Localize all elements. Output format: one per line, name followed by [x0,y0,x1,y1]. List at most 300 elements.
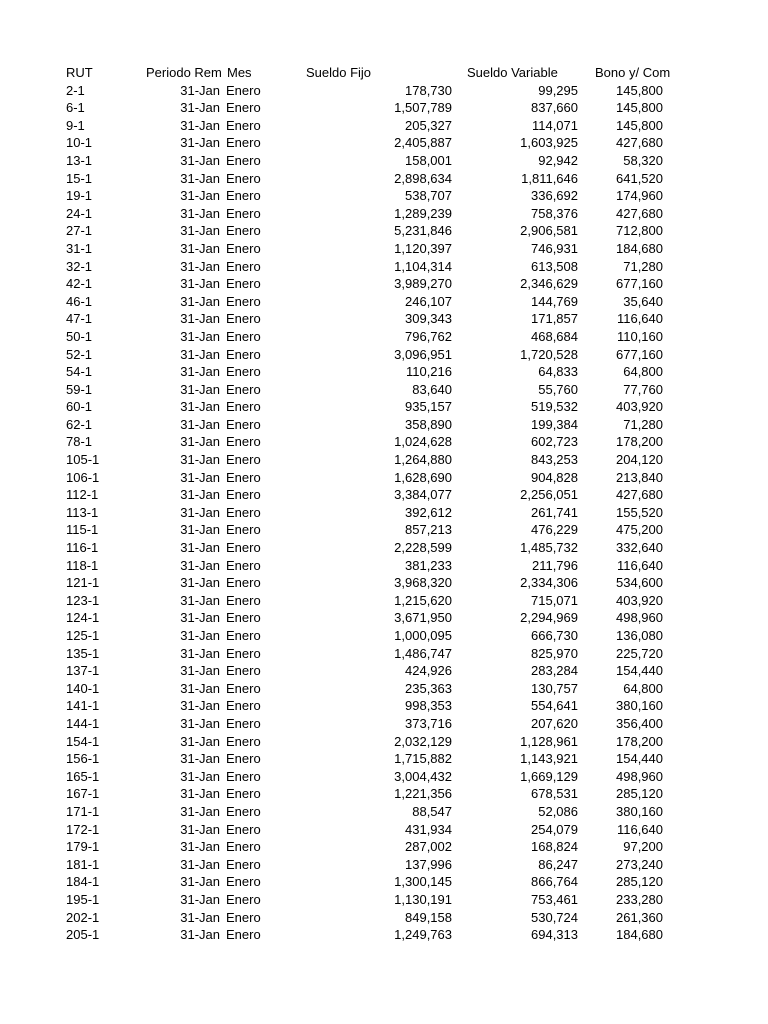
table-row [0,187,768,205]
cell-bono: 71,280 [623,258,663,274]
cell-rut: 135-1 [66,645,100,661]
cell-bono: 712,800 [616,223,663,239]
cell-sueldo-fijo: 1,486,747 [394,645,452,661]
cell-sueldo-fijo: 935,157 [405,399,452,415]
cell-rut: 112-1 [66,487,99,503]
cell-rut: 202-1 [66,909,100,925]
cell-sueldo-variable: 2,294,969 [520,610,578,626]
cell-mes: Enero [226,82,261,98]
cell-rut: 181-1 [66,856,100,872]
table-row [0,821,768,839]
cell-periodo: 31-Jan [180,469,220,485]
cell-periodo: 31-Jan [180,452,220,468]
cell-rut: 141-1 [66,698,100,714]
cell-rut: 2-1 [66,82,85,98]
cell-sueldo-fijo: 1,507,789 [394,100,452,116]
cell-bono: 233,280 [616,891,663,907]
cell-sueldo-variable: 843,253 [531,452,578,468]
cell-bono: 498,960 [616,610,663,626]
cell-mes: Enero [226,381,261,397]
cell-sueldo-variable: 99,295 [538,82,578,98]
cell-bono: 356,400 [616,715,663,731]
cell-sueldo-fijo: 3,989,270 [394,276,452,292]
cell-mes: Enero [226,856,261,872]
cell-sueldo-variable: 64,833 [538,364,578,380]
cell-periodo: 31-Jan [180,522,220,538]
cell-sueldo-variable: 2,346,629 [520,276,578,292]
cell-periodo: 31-Jan [180,416,220,432]
table-row [0,680,768,698]
cell-sueldo-fijo: 1,221,356 [394,786,452,802]
cell-bono: 332,640 [616,540,663,556]
table-row [0,768,768,786]
cell-periodo: 31-Jan [180,152,220,168]
cell-mes: Enero [226,223,261,239]
cell-rut: 6-1 [66,100,85,116]
cell-bono: 154,440 [616,663,663,679]
cell-sueldo-fijo: 1,289,239 [394,205,452,221]
table-row [0,627,768,645]
table-row [0,117,768,135]
cell-sueldo-variable: 468,684 [531,328,578,344]
cell-sueldo-fijo: 3,384,077 [394,487,452,503]
cell-mes: Enero [226,874,261,890]
cell-periodo: 31-Jan [180,768,220,784]
cell-sueldo-fijo: 246,107 [405,293,452,309]
cell-bono: 145,800 [616,82,663,98]
cell-bono: 184,680 [616,927,663,943]
cell-mes: Enero [226,786,261,802]
cell-mes: Enero [226,452,261,468]
salary-table [0,64,768,944]
cell-sueldo-variable: 530,724 [531,909,578,925]
cell-mes: Enero [226,839,261,855]
cell-sueldo-fijo: 1,300,145 [394,874,452,890]
cell-periodo: 31-Jan [180,399,220,415]
cell-rut: 42-1 [66,276,93,292]
cell-sueldo-fijo: 83,640 [412,381,452,397]
cell-mes: Enero [226,592,261,608]
cell-sueldo-fijo: 2,405,887 [394,135,452,151]
table-row [0,909,768,927]
cell-sueldo-variable: 130,757 [531,680,578,696]
table-row [0,469,768,487]
cell-periodo: 31-Jan [180,733,220,749]
table-row [0,803,768,821]
cell-sueldo-fijo: 2,228,599 [394,540,452,556]
cell-rut: 172-1 [66,821,100,837]
cell-periodo: 31-Jan [180,663,220,679]
cell-rut: 179-1 [66,839,100,855]
cell-bono: 77,760 [623,381,663,397]
cell-sueldo-variable: 144,769 [531,293,578,309]
cell-rut: 24-1 [66,205,93,221]
cell-sueldo-variable: 476,229 [531,522,578,538]
cell-periodo: 31-Jan [180,645,220,661]
cell-mes: Enero [226,328,261,344]
cell-sueldo-variable: 1,720,528 [520,346,578,362]
cell-sueldo-fijo: 309,343 [405,311,452,327]
cell-bono: 261,360 [616,909,663,925]
cell-mes: Enero [226,540,261,556]
header-mes: Mes [227,65,252,80]
cell-periodo: 31-Jan [180,100,220,116]
cell-periodo: 31-Jan [180,891,220,907]
cell-mes: Enero [226,487,261,503]
table-row [0,873,768,891]
cell-mes: Enero [226,434,261,450]
cell-bono: 184,680 [616,240,663,256]
cell-sueldo-fijo: 3,004,432 [394,768,452,784]
cell-sueldo-variable: 52,086 [538,803,578,819]
cell-sueldo-fijo: 857,213 [405,522,452,538]
cell-rut: 15-1 [66,170,93,186]
cell-sueldo-fijo: 158,001 [405,152,452,168]
cell-mes: Enero [226,311,261,327]
cell-sueldo-variable: 283,284 [531,663,578,679]
cell-bono: 178,200 [616,733,663,749]
cell-bono: 380,160 [616,803,663,819]
cell-bono: 154,440 [616,751,663,767]
cell-bono: 116,640 [616,557,663,573]
cell-sueldo-variable: 114,071 [531,117,578,133]
cell-rut: 156-1 [66,751,100,767]
cell-periodo: 31-Jan [180,698,220,714]
table-row [0,557,768,575]
table-row [0,733,768,751]
table-row [0,504,768,522]
cell-mes: Enero [226,346,261,362]
cell-sueldo-fijo: 431,934 [405,821,452,837]
table-row [0,451,768,469]
cell-sueldo-variable: 715,071 [531,592,578,608]
cell-sueldo-fijo: 3,968,320 [394,575,452,591]
cell-bono: 273,240 [616,856,663,872]
cell-sueldo-fijo: 1,130,191 [394,891,452,907]
table-row [0,926,768,944]
cell-sueldo-variable: 2,256,051 [520,487,578,503]
header-bono: Bono y/ Com [595,65,671,80]
cell-mes: Enero [226,152,261,168]
cell-sueldo-variable: 825,970 [531,645,578,661]
cell-bono: 174,960 [616,188,663,204]
table-row [0,99,768,117]
table-row [0,645,768,663]
table-body [0,82,768,944]
cell-mes: Enero [226,240,261,256]
cell-rut: 184-1 [66,874,100,890]
table-row [0,486,768,504]
header-row [0,64,768,82]
cell-sueldo-fijo: 178,730 [405,82,452,98]
cell-rut: 167-1 [66,786,100,802]
cell-sueldo-variable: 678,531 [531,786,578,802]
table-row [0,240,768,258]
cell-sueldo-fijo: 849,158 [405,909,452,925]
cell-sueldo-fijo: 392,612 [405,504,452,520]
cell-mes: Enero [226,751,261,767]
header-sueldo-fijo: Sueldo Fijo [306,65,372,80]
cell-periodo: 31-Jan [180,715,220,731]
cell-bono: 285,120 [616,874,663,890]
cell-rut: 27-1 [66,223,93,239]
cell-rut: 123-1 [66,592,100,608]
cell-sueldo-fijo: 1,000,095 [394,628,452,643]
cell-mes: Enero [226,610,261,626]
cell-periodo: 31-Jan [180,927,220,943]
cell-periodo: 31-Jan [180,135,220,151]
cell-sueldo-fijo: 358,890 [405,416,452,432]
cell-sueldo-fijo: 287,002 [405,839,452,855]
table-row [0,398,768,416]
cell-periodo: 31-Jan [180,311,220,327]
cell-sueldo-fijo: 1,628,690 [394,469,452,485]
cell-rut: 59-1 [66,381,93,397]
cell-sueldo-variable: 171,857 [531,311,578,327]
cell-bono: 64,800 [623,680,663,696]
cell-rut: 32-1 [66,258,93,274]
cell-rut: 106-1 [66,469,100,485]
cell-sueldo-fijo: 1,120,397 [394,240,452,256]
cell-rut: 205-1 [66,927,100,943]
cell-sueldo-variable: 55,760 [538,381,578,397]
cell-sueldo-fijo: 1,104,314 [394,258,452,274]
cell-bono: 677,160 [616,346,663,362]
cell-rut: 52-1 [66,346,93,362]
table-row [0,785,768,803]
table-row [0,697,768,715]
cell-mes: Enero [226,205,261,221]
cell-periodo: 31-Jan [180,856,220,872]
cell-sueldo-variable: 92,942 [538,152,578,168]
cell-mes: Enero [226,927,261,943]
cell-bono: 427,680 [616,205,663,221]
cell-mes: Enero [226,768,261,784]
table-row [0,328,768,346]
cell-periodo: 31-Jan [180,909,220,925]
cell-sueldo-variable: 758,376 [531,205,578,221]
cell-mes: Enero [226,575,261,591]
cell-sueldo-fijo: 1,264,880 [394,452,452,468]
cell-sueldo-fijo: 381,233 [405,557,452,573]
cell-bono: 145,800 [616,100,663,116]
cell-bono: 71,280 [623,416,663,432]
cell-mes: Enero [226,663,261,679]
cell-mes: Enero [226,909,261,925]
cell-sueldo-fijo: 3,096,951 [394,346,452,362]
cell-periodo: 31-Jan [180,223,220,239]
cell-sueldo-variable: 86,247 [538,856,578,872]
table-row [0,433,768,451]
cell-bono: 498,960 [616,768,663,784]
cell-mes: Enero [226,803,261,819]
cell-sueldo-variable: 1,811,646 [521,170,578,186]
table-row [0,891,768,909]
cell-mes: Enero [226,522,261,538]
cell-bono: 116,640 [616,311,663,327]
table-row [0,152,768,170]
cell-rut: 46-1 [66,293,93,309]
table-row [0,715,768,733]
cell-mes: Enero [226,188,261,204]
cell-mes: Enero [226,117,261,133]
cell-mes: Enero [226,276,261,292]
cell-bono: 427,680 [616,487,663,503]
cell-periodo: 31-Jan [180,364,220,380]
cell-sueldo-variable: 2,334,306 [520,575,578,591]
cell-mes: Enero [226,504,261,520]
cell-sueldo-fijo: 1,215,620 [394,592,452,608]
cell-periodo: 31-Jan [180,610,220,626]
cell-rut: 140-1 [66,680,100,696]
cell-sueldo-variable: 211,796 [531,557,578,573]
cell-rut: 47-1 [66,311,93,327]
cell-sueldo-fijo: 1,249,763 [394,927,452,943]
cell-rut: 60-1 [66,399,93,415]
cell-mes: Enero [226,715,261,731]
cell-rut: 113-1 [66,504,99,520]
cell-bono: 136,080 [616,628,663,643]
cell-bono: 178,200 [616,434,663,450]
cell-rut: 121-1 [66,575,100,591]
cell-periodo: 31-Jan [180,205,220,221]
cell-sueldo-variable: 199,384 [531,416,578,432]
cell-rut: 10-1 [66,135,93,151]
cell-periodo: 31-Jan [180,540,220,556]
cell-mes: Enero [226,170,261,186]
cell-mes: Enero [226,100,261,116]
cell-mes: Enero [226,821,261,837]
cell-rut: 171-1 [66,803,100,819]
cell-rut: 50-1 [66,328,93,344]
cell-periodo: 31-Jan [180,487,220,503]
cell-periodo: 31-Jan [180,258,220,274]
cell-periodo: 31-Jan [180,170,220,186]
cell-periodo: 31-Jan [180,293,220,309]
cell-sueldo-fijo: 1,715,882 [394,751,452,767]
cell-bono: 225,720 [616,645,663,661]
cell-sueldo-variable: 666,730 [531,628,578,643]
cell-bono: 380,160 [616,698,663,714]
cell-bono: 403,920 [616,399,663,415]
cell-sueldo-fijo: 5,231,846 [394,223,452,239]
table-row [0,662,768,680]
cell-mes: Enero [226,364,261,380]
table-row [0,363,768,381]
cell-bono: 213,840 [616,469,663,485]
cell-sueldo-variable: 866,764 [531,874,578,890]
cell-sueldo-variable: 746,931 [531,240,578,256]
cell-sueldo-variable: 254,079 [531,821,578,837]
cell-bono: 58,320 [623,152,663,168]
table-row [0,82,768,100]
cell-bono: 64,800 [623,364,663,380]
cell-rut: 13-1 [66,152,93,168]
table-row [0,539,768,557]
cell-sueldo-fijo: 2,898,634 [394,170,452,186]
table-row [0,293,768,311]
table-row [0,521,768,539]
table-row [0,381,768,399]
cell-periodo: 31-Jan [180,786,220,802]
cell-mes: Enero [226,733,261,749]
cell-sueldo-variable: 602,723 [531,434,578,450]
cell-mes: Enero [226,680,261,696]
cell-bono: 204,120 [616,452,663,468]
cell-periodo: 31-Jan [180,751,220,767]
cell-sueldo-variable: 168,824 [531,839,578,855]
cell-rut: 115-1 [66,522,99,538]
cell-sueldo-fijo: 998,353 [405,698,452,714]
cell-sueldo-variable: 1,143,921 [520,751,578,767]
cell-sueldo-fijo: 538,707 [405,188,452,204]
cell-periodo: 31-Jan [180,117,220,133]
cell-sueldo-fijo: 3,671,950 [394,610,452,626]
table-row [0,134,768,152]
cell-mes: Enero [226,416,261,432]
cell-rut: 116-1 [66,540,99,556]
cell-rut: 9-1 [66,117,85,133]
table-row [0,258,768,276]
table-row [0,205,768,223]
cell-bono: 35,640 [623,293,663,309]
cell-sueldo-variable: 904,828 [531,469,578,485]
cell-bono: 534,600 [616,575,663,591]
cell-rut: 19-1 [66,188,93,204]
cell-periodo: 31-Jan [180,592,220,608]
header-rut: RUT [66,65,93,80]
cell-rut: 62-1 [66,416,93,432]
table-row [0,750,768,768]
cell-bono: 475,200 [616,522,663,538]
cell-mes: Enero [226,469,261,485]
cell-mes: Enero [226,698,261,714]
cell-mes: Enero [226,399,261,415]
cell-sueldo-fijo: 110,216 [405,364,452,380]
cell-bono: 285,120 [616,786,663,802]
cell-sueldo-variable: 1,603,925 [520,135,578,151]
cell-sueldo-variable: 1,669,129 [520,768,578,784]
table-row [0,170,768,188]
cell-sueldo-variable: 519,532 [531,399,578,415]
table-row [0,838,768,856]
cell-bono: 155,520 [616,504,663,520]
cell-rut: 78-1 [66,434,93,450]
cell-periodo: 31-Jan [180,82,220,98]
cell-rut: 144-1 [66,715,100,731]
cell-sueldo-fijo: 88,547 [412,803,452,819]
cell-bono: 97,200 [623,839,663,855]
cell-periodo: 31-Jan [180,504,220,520]
cell-bono: 145,800 [616,117,663,133]
cell-bono: 677,160 [616,276,663,292]
cell-periodo: 31-Jan [180,276,220,292]
cell-rut: 124-1 [66,610,100,626]
cell-sueldo-variable: 261,741 [531,504,578,520]
cell-periodo: 31-Jan [180,328,220,344]
cell-periodo: 31-Jan [180,346,220,362]
cell-rut: 118-1 [66,557,99,573]
table-row [0,222,768,240]
cell-sueldo-variable: 1,128,961 [520,733,578,749]
cell-bono: 403,920 [616,592,663,608]
table-row [0,275,768,293]
cell-sueldo-fijo: 205,327 [405,117,452,133]
cell-sueldo-variable: 336,692 [531,188,578,204]
cell-sueldo-variable: 554,641 [531,698,578,714]
table-row [0,574,768,592]
cell-rut: 195-1 [66,891,100,907]
